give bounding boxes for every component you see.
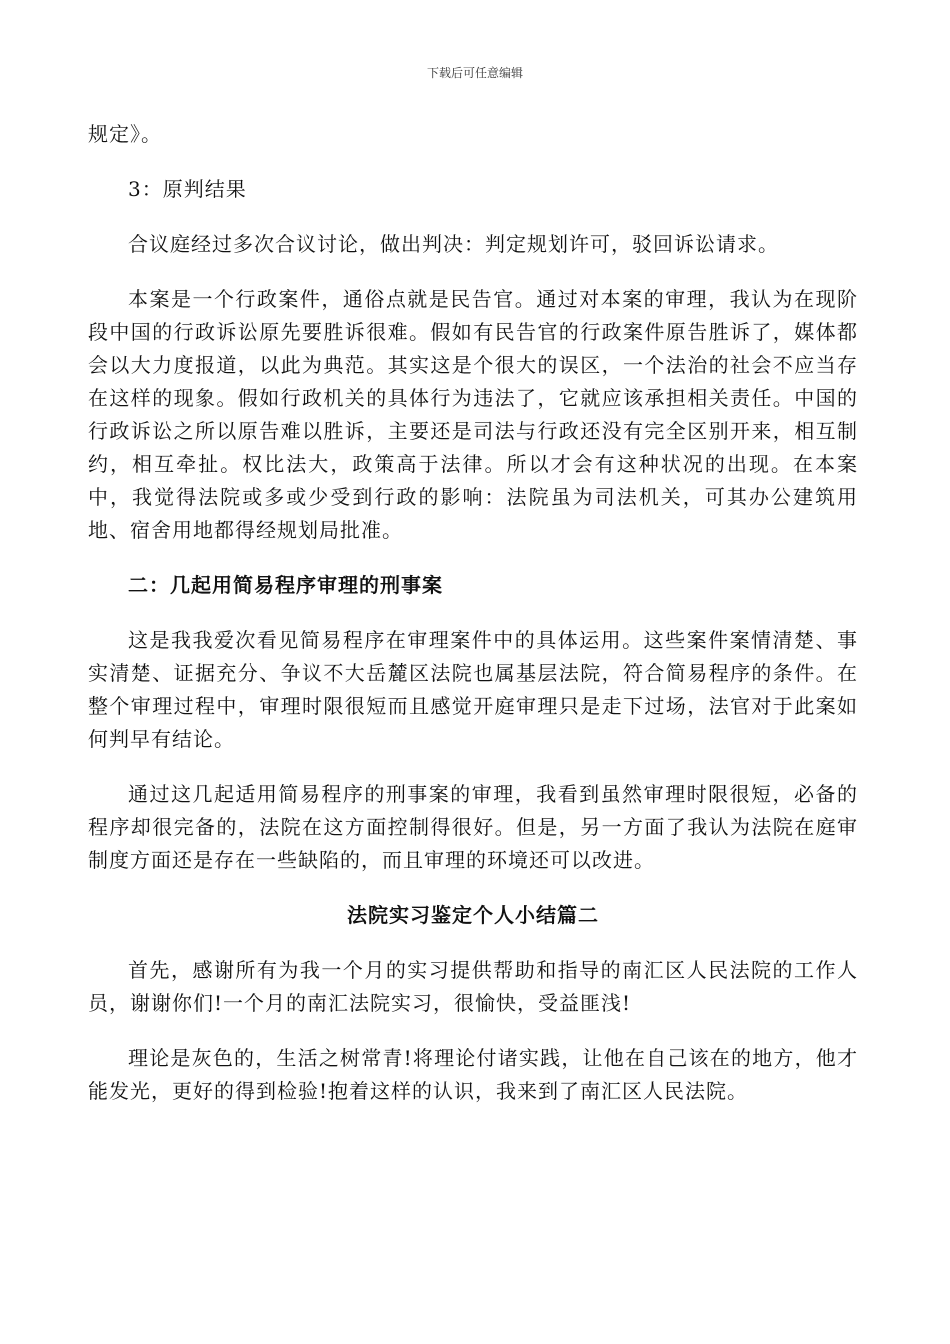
section-original-judgment: 3：原判结果 xyxy=(128,177,247,201)
paragraph-regulation-end: 规定》。 xyxy=(88,122,162,146)
paragraph-summary-procedure: 这是我我爱次看见简易程序在审理案件中的具体运用。这些案件案情清楚、事实清楚、证据充分、争议不大岳麓区法院也属基层法院，符合简易程序的条件。在整个审理过程中，审理时限很短而且感觉开庭审理只是走下过场，法官对于此案如何判早有结论。 xyxy=(88,628,858,751)
heading-criminal-cases: 二：几起用简易程序审理的刑事案 xyxy=(128,573,443,597)
paragraph-thanks: 首先，感谢所有为我一个月的实习提供帮助和指导的南汇区人民法院的工作人员，谢谢你们!一个月的南汇法院实习，很愉快，受益匪浅! xyxy=(88,958,858,1015)
paragraph-judgment: 合议庭经过多次合议讨论，做出判决：判定规划许可，驳回诉讼请求。 xyxy=(128,232,779,256)
paragraph-procedure-observation: 通过这几起适用简易程序的刑事案的审理，我看到虽然审理时限很短，必备的程序却很完备的，法院在这方面控制得很好。但是，另一方面了我认为法院在庭审制度方面还是存在一些缺陷的，而且审理的环境还可以改进。 xyxy=(88,782,858,872)
paragraph-administrative-case: 本案是一个行政案件，通俗点就是民告官。通过对本案的审理，我认为在现阶段中国的行政诉讼原先要胜诉很难。假如有民告官的行政案件原告胜诉了，媒体都会以大力度报道，以此为典范。其实这是个很大的误区，一个法治的社会不应当存在这样的现象。假如行政机关的具体行为违法了，它就应该承担相关责任。中国的行政诉讼之所以原告难以胜诉，主要还是司法与行政还没有完全区别开来，相互制约，相互牵扯。权比法大，政策高于法律。所以才会有这种状况的出现。在本案中，我觉得法院或多或少受到行政的影响：法院虽为司法机关，可其办公建筑用地、宿舍用地都得经规划局批准。 xyxy=(88,287,858,542)
title-part-two: 法院实习鉴定个人小结篇二 xyxy=(347,903,599,927)
document-body xyxy=(88,118,858,1130)
page-header: 下载后可任意编辑 xyxy=(426,66,523,80)
paragraph-theory-practice: 理论是灰色的，生活之树常青!将理论付诸实践，让他在自己该在的地方，他才能发光，更好的得到检验!抱着这样的认识，我来到了南汇区人民法院。 xyxy=(88,1046,858,1103)
